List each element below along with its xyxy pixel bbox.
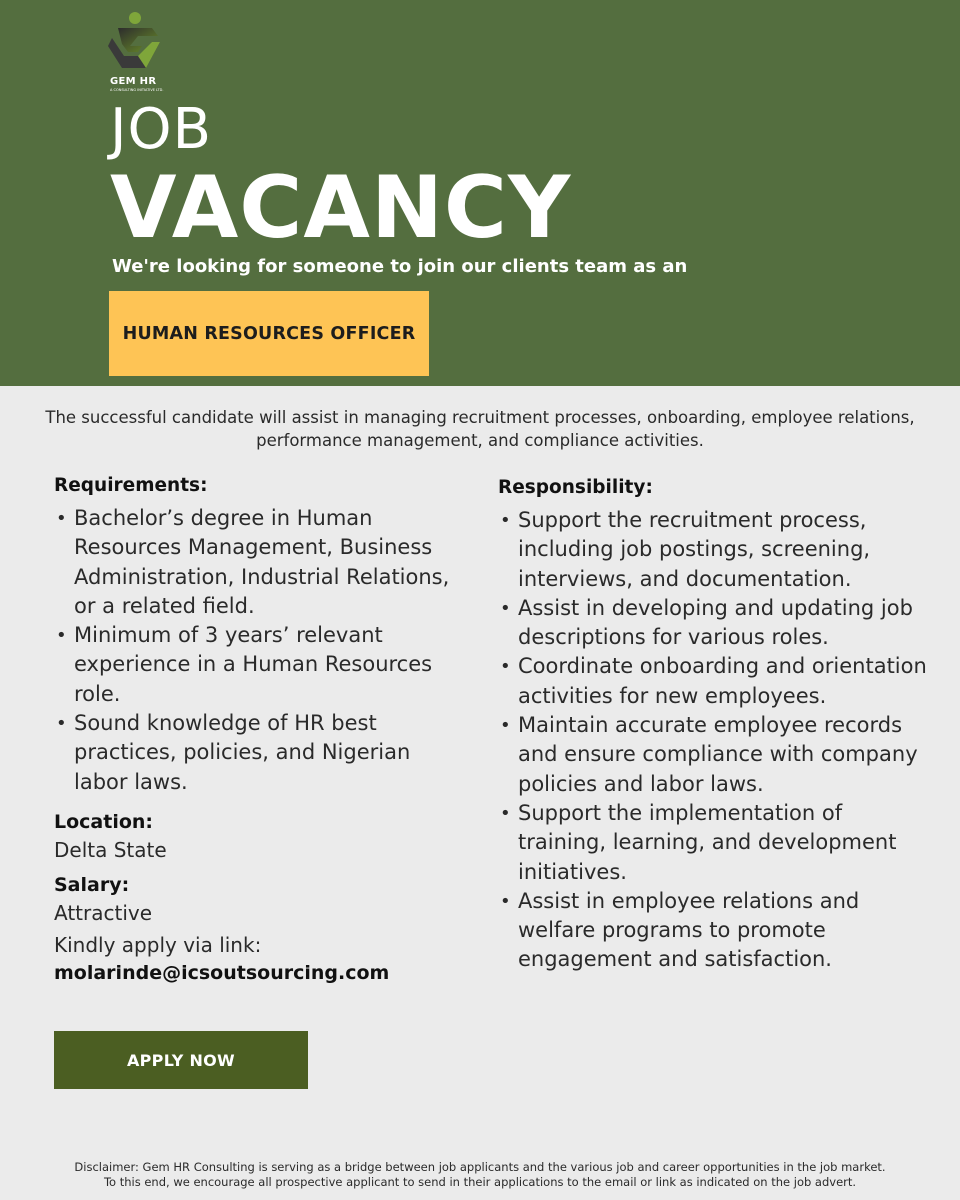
gem-hr-logo-icon <box>108 10 162 72</box>
responsibility-column <box>498 474 928 975</box>
salary-heading: Salary: <box>54 873 130 896</box>
responsibility-list <box>498 506 928 975</box>
role-title: HUMAN RESOURCES OFFICER <box>122 323 416 344</box>
apply-now-button[interactable]: APPLY NOW <box>54 1031 308 1089</box>
apply-email-link[interactable]: molarinde@icsoutsourcing.com <box>54 961 390 984</box>
summary-text: The successful candidate will assist in managing recruitment processes, onboarding, employee relations, performance management, and compliance activities. <box>45 408 915 450</box>
list-item: • Assist in developing and updating job descriptions for various roles. <box>498 594 928 653</box>
list-item: • Sound knowledge of HR best practices, policies, and Nigerian labor laws. <box>54 709 474 797</box>
list-item: • Minimum of 3 years’ relevant experience in a Human Resources role. <box>54 621 474 709</box>
brand-tagline: A CONSULTING INITIATIVE LTD. <box>110 88 164 92</box>
hero-banner <box>0 0 960 386</box>
disclaimer-line-2: To this end, we encourage all prospective applicant to send in their applications to the email or link as indicated on the job advert. <box>103 1175 857 1189</box>
title-vacancy: VACANCY <box>110 158 572 258</box>
list-item: • Support the recruitment process, including job postings, screening, interviews, and documentation. <box>498 506 928 594</box>
requirements-column <box>54 472 474 987</box>
list-item: • Support the implementation of training, learning, and development initiatives. <box>498 799 928 887</box>
list-item: • Coordinate onboarding and orientation activities for new employees. <box>498 652 928 711</box>
list-item: • Assist in employee relations and welfare programs to promote engagement and satisfaction. <box>498 887 928 975</box>
list-item: • Maintain accurate employee records and ensure compliance with company policies and labor laws. <box>498 711 928 799</box>
list-item: • Bachelor’s degree in Human Resources Management, Business Administration, Industrial Relations, or a related field. <box>54 504 474 621</box>
brand-name: GEM HR <box>110 76 157 87</box>
intro-text: We're looking for someone to join our clients team as an <box>112 256 688 277</box>
salary-value: Attractive <box>54 900 153 925</box>
title-job: JOB <box>110 97 213 162</box>
location-heading: Location: <box>54 810 154 833</box>
role-badge <box>109 291 429 376</box>
requirements-heading: Requirements: <box>54 475 208 496</box>
disclaimer-line-1: Disclaimer: Gem HR Consulting is serving as a bridge between job applicants and the various job and career opportunities in the job market. <box>74 1160 886 1174</box>
location-value: Delta State <box>54 837 167 862</box>
responsibility-heading: Responsibility: <box>498 477 653 498</box>
disclaimer <box>20 1160 940 1190</box>
apply-instruction: Kindly apply via link: <box>54 932 262 957</box>
requirements-list <box>54 504 474 797</box>
